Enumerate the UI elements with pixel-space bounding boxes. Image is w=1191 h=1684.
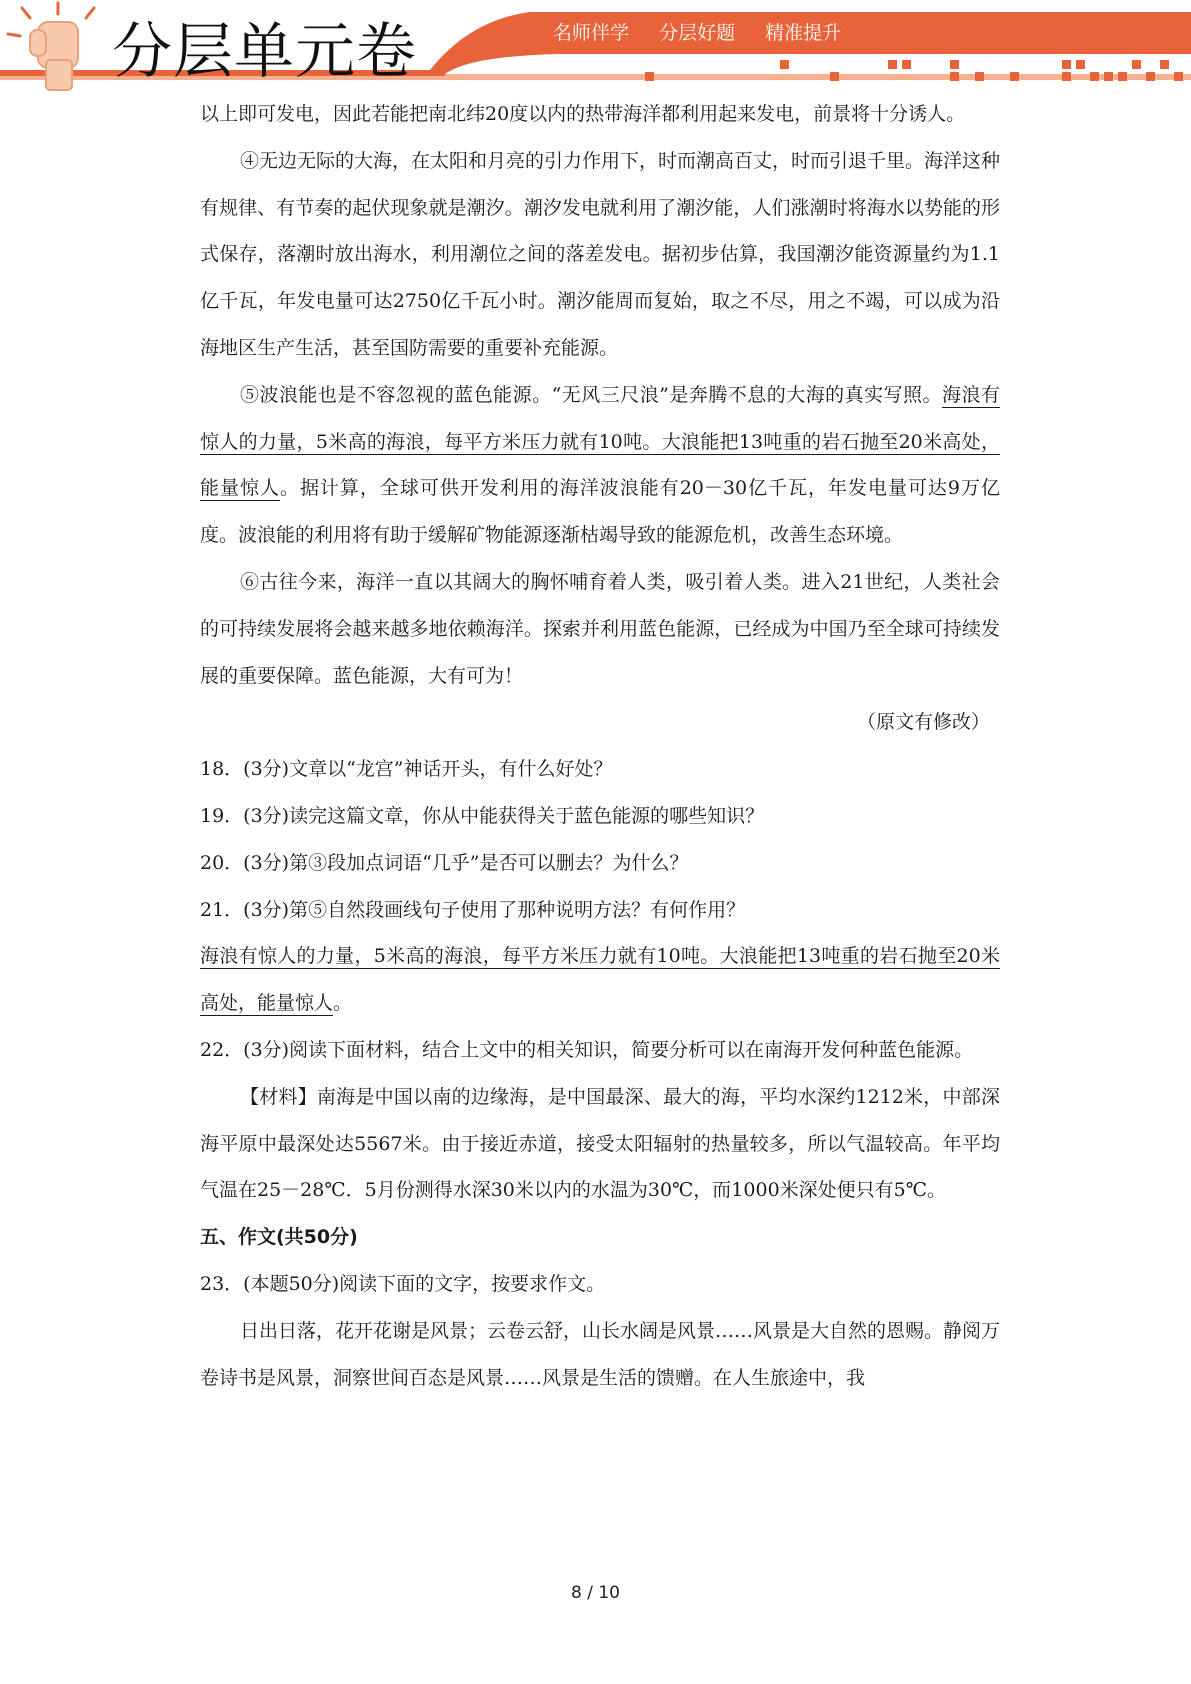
paragraph-5-intro: ⑤波浪能也是不容忽视的蓝色能源。“无风三尺浪”是奔腾不息的大海的真实写照。 [240, 383, 943, 406]
page-header [0, 0, 1191, 96]
question-20: 20．(3分)第③段加点词语“几乎”是否可以删去？为什么？ [200, 851, 689, 874]
paragraph-3-continued: 以上即可发电，因此若能把南北纬20度以内的热带海洋都利用起来发电，前景将十分诱人。 [200, 103, 966, 125]
quoted-underlined-sentence: 海浪有惊人的力量，5米高的海浪，每平方米压力就有10吨。大浪能把13吨重的岩石抛至20米高处，能量惊人 [200, 945, 1000, 1015]
section-5-title: 五、作文(共50分) [200, 1226, 358, 1249]
question-22: 22．(3分)阅读下面材料，结合上文中的相关知识，简要分析可以在南海开发何种蓝色能源。 [200, 1038, 974, 1061]
paragraph-5 [200, 372, 1000, 559]
question-18: 18．(3分)文章以“龙宫”神话开头，有什么好处？ [200, 758, 613, 781]
essay-prompt: 日出日落，花开花谢是风景；云卷云舒，山长水阔是风景……风景是大自然的恩赐。静阅万卷诗书是风景，洞察世间百态是风景……风景是生活的馈赠。在人生旅途中，我 [200, 1319, 1001, 1389]
underlined-sentence: 海浪有惊人的力量，5米高的海浪，每平方米压力就有10吨。大浪能把13吨重的岩石抛至20米高处，能量惊人 [200, 383, 1000, 500]
slogan-1: 名师伴学 [553, 22, 630, 44]
source-note: （原文有修改） [856, 711, 990, 734]
brand-title: 分层单元卷 [112, 17, 417, 87]
question-21-quote [200, 933, 1000, 1027]
question-23: 23．(本题50分)阅读下面的文字，按要求作文。 [200, 1272, 606, 1295]
quote-tail: 。 [333, 992, 353, 1015]
question-19: 19．(3分)读完这篇文章，你从中能获得关于蓝色能源的哪些知识？ [200, 804, 765, 827]
slogan-2: 分层好题 [659, 22, 736, 44]
question-21: 21．(3分)第⑤自然段画线句子使用了那种说明方法？有何作用？ [200, 898, 746, 921]
document-body [200, 91, 1000, 1401]
paragraph-6: ⑥古往今来，海洋一直以其阔大的胸怀哺育着人类，吸引着人类。进入21世纪，人类社会的可持续发展将会越来越多地依赖海洋。探索并利用蓝色能源，已经成为中国乃至全球可持续发展的重要保障。蓝色能源，大有可为！ [200, 570, 1000, 687]
slogan-3: 精准提升 [765, 22, 842, 44]
header-slogans [553, 18, 865, 45]
paragraph-5-rest: 。据计算，全球可供开发利用的海洋波浪能有20－30亿千瓦，年发电量可达9万亿度。波浪能的利用将有助于缓解矿物能源逐渐枯竭导致的能源危机，改善生态环境。 [200, 477, 1000, 547]
material-paragraph: 【材料】南海是中国以南的边缘海，是中国最深、最大的海，平均水深约1212米，中部深海平原中最深处达5567米。由于接近赤道，接受太阳辐射的热量较多，所以气温较高。年平均气温在25－28℃．5月份测得水深30米以内的水温为30℃，而1000米深处便只有5℃。 [200, 1085, 1000, 1202]
paragraph-4: ④无边无际的大海，在太阳和月亮的引力作用下，时而潮高百丈，时而引退千里。海洋这种有规律、有节奏的起伏现象就是潮汐。潮汐发电就利用了潮汐能，人们涨潮时将海水以势能的形式保存，落潮时放出海水，利用潮位之间的落差发电。据初步估算，我国潮汐能资源量约为1.1亿千瓦，年发电量可达2750亿千瓦小时。潮汐能周而复始，取之不尽，用之不竭，可以成为沿海地区生产生活，甚至国防需要的重要补充能源。 [200, 149, 1001, 359]
page-number: 8 / 10 [571, 1583, 620, 1603]
